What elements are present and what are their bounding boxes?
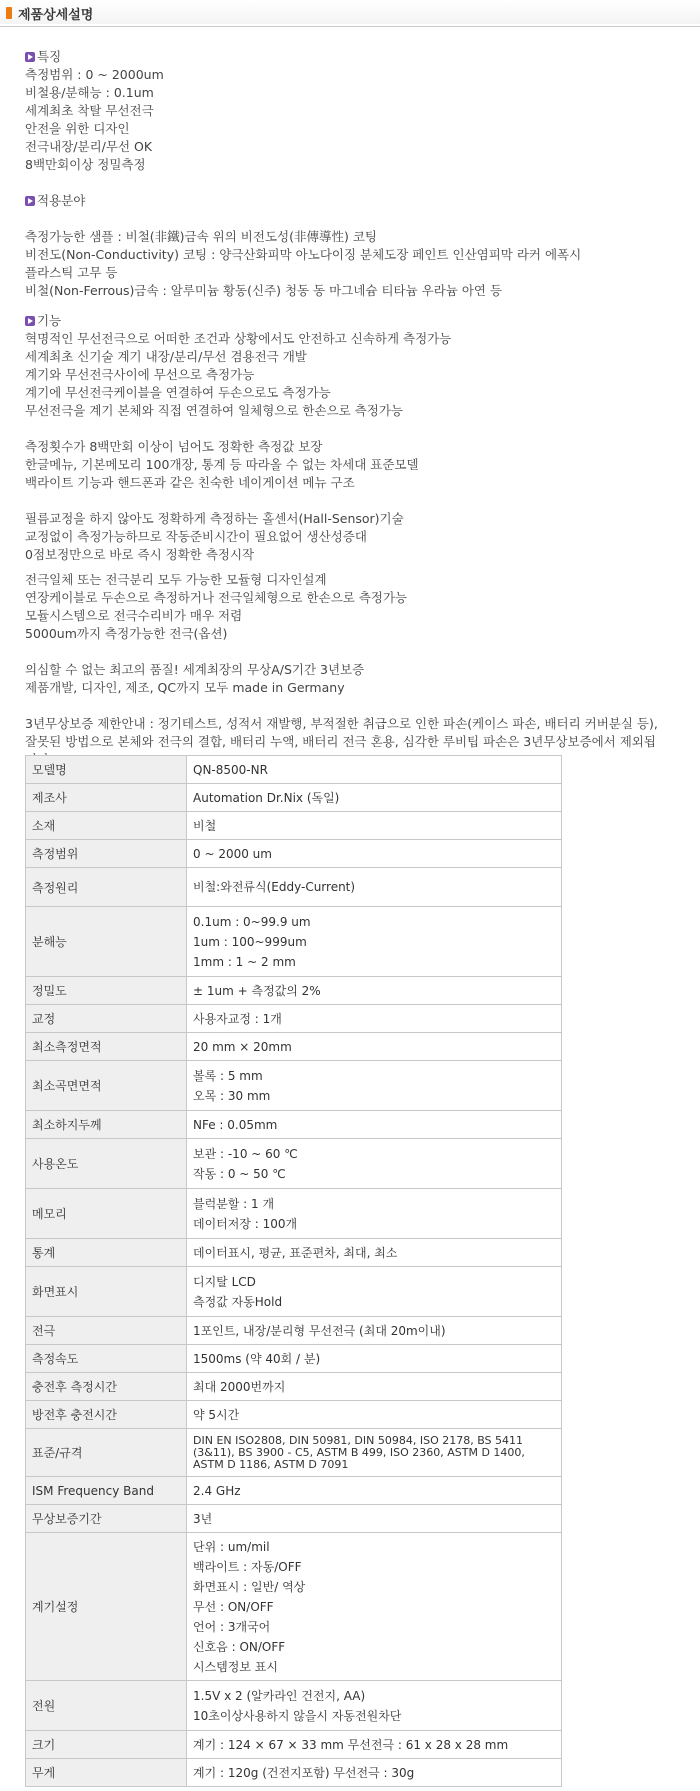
spec-value: 디지탈 LCD 측정값 자동Hold (187, 1267, 562, 1317)
spec-label: 방전후 충전시간 (26, 1401, 187, 1429)
function-group-5 (25, 661, 665, 697)
function-group-1 (25, 330, 665, 420)
table-row (26, 1373, 562, 1401)
spec-value: DIN EN ISO2808, DIN 50981, DIN 50984, ISO 2178, BS 5411 (3&11), BS 3900 - C5, ASTM B 499, ISO 2360, ASTM D 1400, ASTM D 1186, ASTM D 7091 (187, 1429, 562, 1477)
spec-label: 전원 (26, 1681, 187, 1731)
spec-label: 소재 (26, 812, 187, 840)
spec-label: 표준/규격 (26, 1429, 187, 1477)
spec-label: 사용온도 (26, 1139, 187, 1189)
section-marker-icon (6, 7, 12, 19)
features-line: 안전을 위한 디자인 (25, 121, 130, 136)
table-row (26, 1533, 562, 1681)
features-line: 8백만회이상 정밀측정 (25, 157, 146, 172)
spec-label: 무게 (26, 1759, 187, 1787)
function-line: 한글메뉴, 기본메모리 100개장, 통계 등 따라올 수 없는 차세대 표준모델 (25, 457, 419, 472)
spec-value: 1.5V x 2 (알카라인 건전지, AA) 10초이상사용하지 않을시 자동전원차단 (187, 1681, 562, 1731)
table-row (26, 1189, 562, 1239)
spec-label: 최소측정면적 (26, 1033, 187, 1061)
spec-value: 0 ~ 2000 um (187, 840, 562, 868)
function-line: 5000um까지 측정가능한 전극(옵션) (25, 626, 228, 641)
function-line: 필름교정을 하지 않아도 정확하게 측정하는 홀센서(Hall-Sensor)기술 (25, 511, 404, 526)
page-header (0, 0, 700, 26)
table-row (26, 812, 562, 840)
spec-label: 측정속도 (26, 1345, 187, 1373)
spec-value: 비철:와전류식(Eddy-Current) (187, 868, 562, 907)
spec-value: 최대 2000번까지 (187, 1373, 562, 1401)
features-line: 비철용/분해능 : 0.1um (25, 85, 154, 100)
spec-label: 정밀도 (26, 977, 187, 1005)
spec-label: 분해능 (26, 907, 187, 977)
table-row (26, 868, 562, 907)
table-row (26, 1731, 562, 1759)
features-line: 세계최초 착탈 무선전극 (25, 103, 154, 118)
table-row (26, 756, 562, 784)
function-line: 계기와 무선전극사이에 무선으로 측정가능 (25, 367, 255, 382)
function-line: 전극일체 또는 전극분리 모두 가능한 모듈형 디자인설계 (25, 572, 327, 587)
spec-value: 1500ms (약 40회 / 분) (187, 1345, 562, 1373)
table-row (26, 1345, 562, 1373)
bullet-icon (25, 52, 35, 62)
application-list (25, 228, 665, 300)
function-line: 교정없이 측정가능하므로 작동준비시간이 필요없어 생산성증대 (25, 529, 367, 544)
table-row (26, 1033, 562, 1061)
spec-label: 측정범위 (26, 840, 187, 868)
function-line: 무선전극을 계기 본체와 직접 연결하여 일체형으로 한손으로 측정가능 (25, 403, 403, 418)
spec-value: 블럭분할 : 1 개 데이터저장 : 100개 (187, 1189, 562, 1239)
features-line: 측정범위 : 0 ~ 2000um (25, 67, 164, 82)
application-line: 측정가능한 샘플 : 비철(非鐵)금속 위의 비전도성(非傳導性) 코팅 (25, 229, 377, 244)
spec-value: NFe : 0.05mm (187, 1111, 562, 1139)
spec-value: 단위 : um/mil 백라이트 : 자동/OFF 화면표시 : 일반/ 역상 무선 : ON/OFF 언어 : 3개국어 신호음 : ON/OFF 시스템정보 표시 (187, 1533, 562, 1681)
function-heading (25, 312, 665, 330)
spec-value: QN-8500-NR (187, 756, 562, 784)
spec-label: ISM Frequency Band (26, 1477, 187, 1505)
page-title: 제품상세설명 (18, 8, 94, 23)
spec-value: 보관 : -10 ~ 60 ℃ 작동 : 0 ~ 50 ℃ (187, 1139, 562, 1189)
application-line: 비전도(Non-Conductivity) 코팅 : 양극산화피막 아노다이징 분체도장 페인트 인산염피막 라커 에폭시 (25, 247, 582, 262)
spec-value: 3년 (187, 1505, 562, 1533)
function-line: 제품개발, 디자인, 제조, QC까지 모두 made in Germany (25, 680, 345, 695)
function-group-2 (25, 438, 665, 492)
table-row (26, 784, 562, 812)
table-row (26, 907, 562, 977)
table-row (26, 1005, 562, 1033)
spec-label: 메모리 (26, 1189, 187, 1239)
function-line: 의심할 수 없는 최고의 품질! 세계최장의 무상A/S기간 3년보증 (25, 662, 365, 677)
application-line: 플라스틱 고무 등 (25, 265, 118, 280)
table-row (26, 1477, 562, 1505)
application-title: 적용분야 (37, 193, 86, 208)
features-title: 특징 (37, 49, 62, 64)
header-divider (0, 26, 700, 27)
table-row (26, 1759, 562, 1787)
function-title: 기능 (37, 313, 62, 328)
header-bar (0, 0, 700, 24)
spec-label: 최소하지두께 (26, 1111, 187, 1139)
spec-label: 무상보증기간 (26, 1505, 187, 1533)
spec-value: 20 mm × 20mm (187, 1033, 562, 1061)
table-row (26, 1681, 562, 1731)
spec-label: 제조사 (26, 784, 187, 812)
product-description (25, 48, 665, 769)
spec-value: Automation Dr.Nix (독일) (187, 784, 562, 812)
spec-label: 측정원리 (26, 868, 187, 907)
table-row (26, 1429, 562, 1477)
function-line: 모듈시스템으로 전극수리비가 매우 저렴 (25, 608, 243, 623)
function-line: 혁명적인 무선전극으로 어떠한 조건과 상황에서도 안전하고 신속하게 측정가능 (25, 331, 452, 346)
table-row (26, 977, 562, 1005)
spec-value: 볼록 : 5 mm 오목 : 30 mm (187, 1061, 562, 1111)
function-line: 세계최초 신기술 계기 내장/분리/무선 겸용전극 개발 (25, 349, 307, 364)
spec-value: 2.4 GHz (187, 1477, 562, 1505)
bullet-icon (25, 196, 35, 206)
table-row (26, 1401, 562, 1429)
table-row (26, 1111, 562, 1139)
application-heading (25, 192, 665, 210)
spec-value: 0.1um : 0~99.9 um 1um : 100~999um 1mm : 1 ~ 2 mm (187, 907, 562, 977)
spec-label: 모델명 (26, 756, 187, 784)
spec-label: 최소곡면면적 (26, 1061, 187, 1111)
bullet-icon (25, 316, 35, 326)
spec-label: 계기설정 (26, 1533, 187, 1681)
spec-label: 전극 (26, 1317, 187, 1345)
spec-value: 계기 : 120g (건전지포함) 무선전극 : 30g (187, 1759, 562, 1787)
spec-value: 1포인트, 내장/분리형 무선전극 (최대 20m이내) (187, 1317, 562, 1345)
spec-value: 사용자교정 : 1개 (187, 1005, 562, 1033)
spec-value: 약 5시간 (187, 1401, 562, 1429)
spec-label: 충전후 측정시간 (26, 1373, 187, 1401)
warranty-note: 3년무상보증 제한안내 : 정기테스트, 성적서 재발행, 부적절한 취급으로 인한 파손(케이스 파손, 배터리 커버분실 등), 잘못된 방법으로 본체와 전극의 결합, 배터리 누액, 배터리 전극 혼용, 심각한 루비팁 파손은 3년무상보증에서 제외됩 (25, 716, 658, 749)
features-list (25, 66, 665, 174)
table-row (26, 1505, 562, 1533)
features-line: 전극내장/분리/무선 OK (25, 139, 153, 154)
table-row (26, 840, 562, 868)
table-row (26, 1267, 562, 1317)
application-line: 비철(Non-Ferrous)금속 : 알루미늄 황동(신주) 청동 동 마그네슘 티타늄 우라늄 아연 등 (25, 283, 503, 298)
table-row (26, 1061, 562, 1111)
function-line: 측정횟수가 8백만회 이상이 넘어도 정확한 측정값 보장 (25, 439, 323, 454)
spec-value: ± 1um + 측정값의 2% (187, 977, 562, 1005)
spec-label: 통계 (26, 1239, 187, 1267)
spec-value: 데이터표시, 평균, 표준편차, 최대, 최소 (187, 1239, 562, 1267)
spec-label: 화면표시 (26, 1267, 187, 1317)
function-line: 백라이트 기능과 핸드폰과 같은 친숙한 네이게이션 메뉴 구조 (25, 475, 355, 490)
function-group-3 (25, 510, 665, 564)
table-row (26, 1139, 562, 1189)
spec-table (25, 755, 562, 1787)
table-row (26, 1239, 562, 1267)
spec-label: 크기 (26, 1731, 187, 1759)
function-line: 계기에 무선전극케이블을 연결하여 두손으로도 측정가능 (25, 385, 331, 400)
spec-value: 비철 (187, 812, 562, 840)
features-heading (25, 48, 665, 66)
function-group-4 (25, 571, 665, 643)
spec-label: 교정 (26, 1005, 187, 1033)
table-row (26, 1317, 562, 1345)
spec-value: 계기 : 124 × 67 × 33 mm 무선전극 : 61 x 28 x 28 mm (187, 1731, 562, 1759)
function-line: 0점보정만으로 바로 즉시 정확한 측정시작 (25, 547, 255, 562)
function-line: 연장케이블로 두손으로 측정하거나 전극일체형으로 한손으로 측정가능 (25, 590, 408, 605)
